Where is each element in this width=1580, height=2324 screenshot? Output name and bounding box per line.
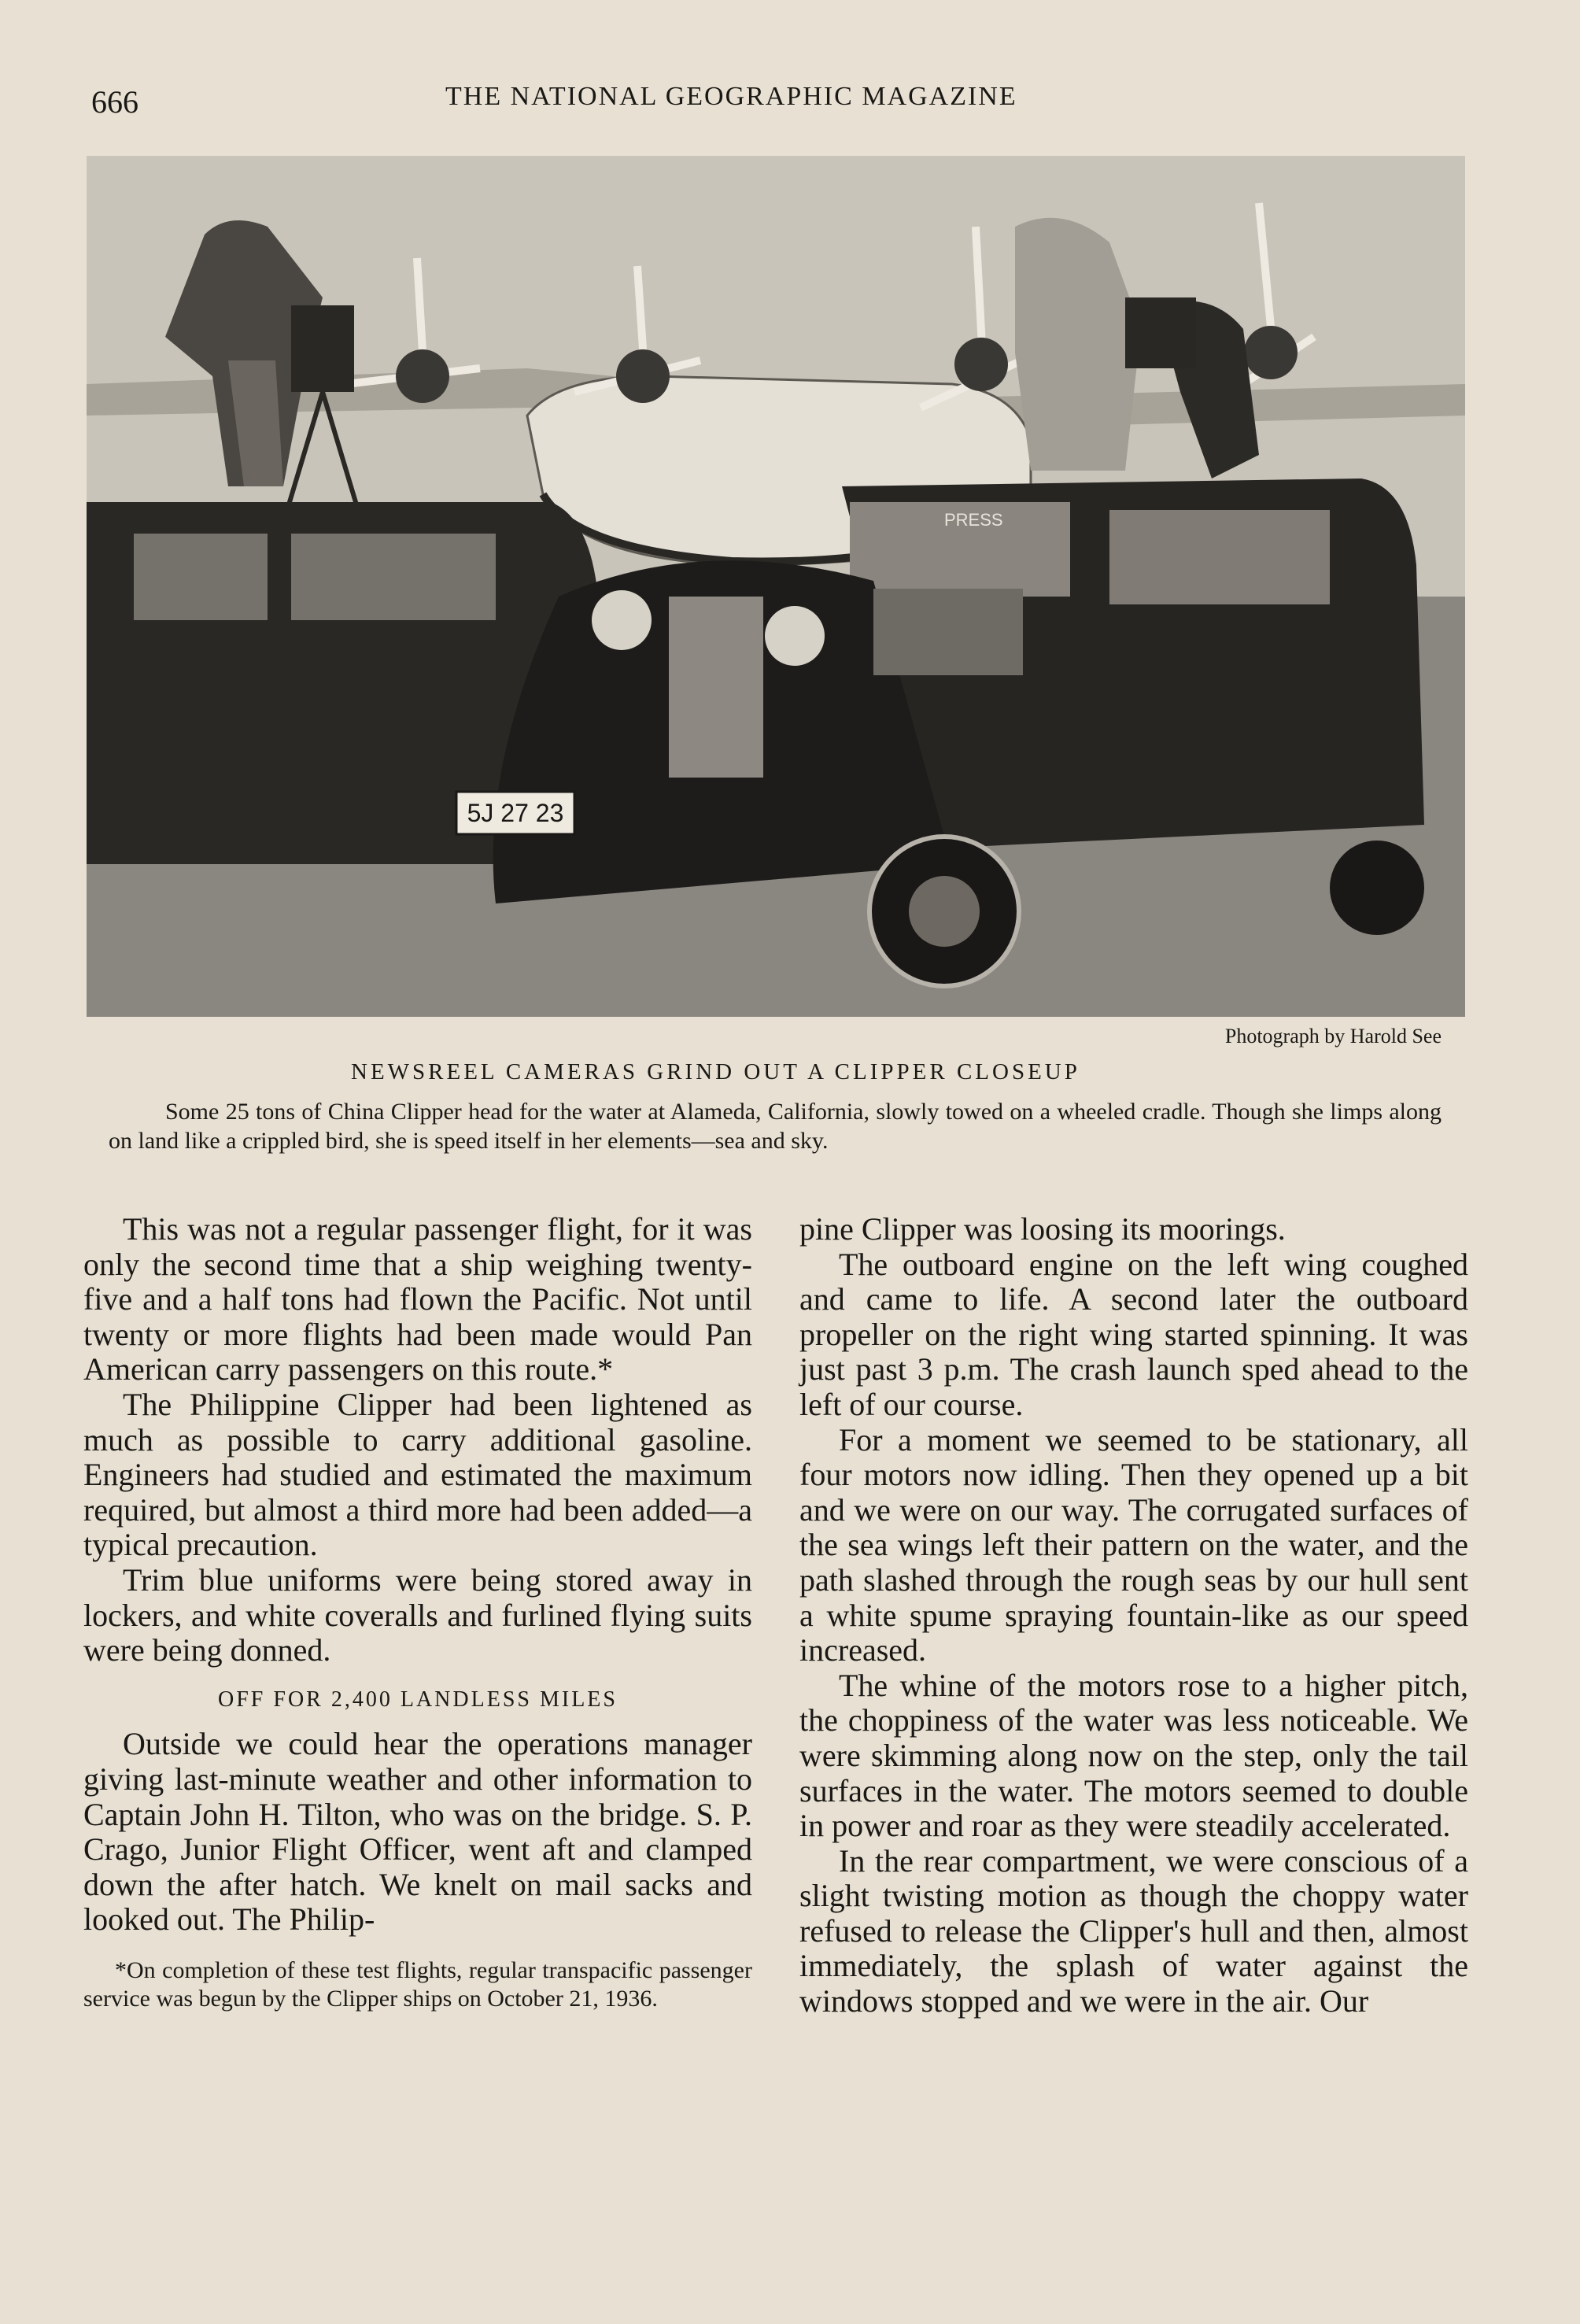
right-column: [799, 1212, 1468, 2019]
body-paragraph: In the rear compartment, we were conscious of a slight twisting motion as though the choppy water refused to release the Clipper's hull and then, almost immediately, the splash of water against the windows stopped and we were in the air. Our: [799, 1842, 1468, 2019]
footnote: *On completion of these test flights, regular transpacific passenger service was begun by the Clipper ships on October 21, 1936.: [83, 1956, 752, 2012]
body-paragraph: The Philippine Clipper had been lightened as much as possible to carry additional gasoline. Engineers had studied and estimated the maximum required, but almost a third more had been added—a typical precaution.: [83, 1386, 752, 1563]
body-paragraph: Trim blue uniforms were being stored away in lockers, and white coveralls and furlined flying suits were being donned.: [83, 1561, 752, 1668]
body-paragraph-continuation: pine Clipper was loosing its moorings.: [799, 1211, 1286, 1247]
body-paragraph: This was not a regular passenger flight, for it was only the second time that a ship weighing twenty-five and a half tons had flown the Pacific. Not until twenty or more flights had been made would Pan American carry passengers on this route.*: [83, 1211, 752, 1387]
running-head: THE NATIONAL GEOGRAPHIC MAGAZINE: [445, 82, 1017, 111]
photograph: [87, 156, 1465, 1017]
photo-credit: Photograph by Harold See: [1224, 1025, 1442, 1047]
press-sign: PRESS: [944, 510, 1003, 530]
body-paragraph: The whine of the motors rose to a higher pitch, the choppiness of the water was less noticeable. We were skimming along now on the step, only the tail surfaces in the water. The motors seemed to double in power and roar as they were steadily accelerated.: [799, 1667, 1468, 1844]
body-paragraph: The outboard engine on the left wing coughed and came to life. A second later the outboard propeller on the right wing started spinning. It was just past 3 p.m. The crash launch sped ahead to the left of our course.: [799, 1246, 1468, 1422]
section-subhead: OFF FOR 2,400 LANDLESS MILES: [218, 1687, 618, 1712]
caption-body: Some 25 tons of China Clipper head for the water at Alameda, California, slowly towed on a wheeled cradle. Though she limps along on land like a crippled bird, she is speed itself in her elements—sea and sky.: [109, 1099, 1442, 1154]
body-paragraph: Outside we could hear the operations manager giving last-minute weather and other information to Captain John H. Tilton, who was on the bridge. S. P. Crago, Junior Flight Officer, went aft and clamped down the after hatch. We knelt on mail sacks and looked out. The Philip-: [83, 1726, 752, 1938]
clipper-newsreel-photo: [87, 156, 1465, 1017]
left-column: [83, 1212, 752, 2013]
license-plate: 5J 27 23: [467, 799, 564, 827]
caption-title: NEWSREEL CAMERAS GRIND OUT A CLIPPER CLOSEUP: [351, 1059, 1080, 1084]
page-number: 666: [91, 84, 138, 120]
body-paragraph: For a moment we seemed to be stationary, all four motors now idling. Then they opened up a bit and we were on our way. The corrugated surfaces of the sea wings left their pattern on the water, and the path slashed through the rough seas by our hull sent a white spume spraying fountain-like as our speed increased.: [799, 1421, 1468, 1668]
